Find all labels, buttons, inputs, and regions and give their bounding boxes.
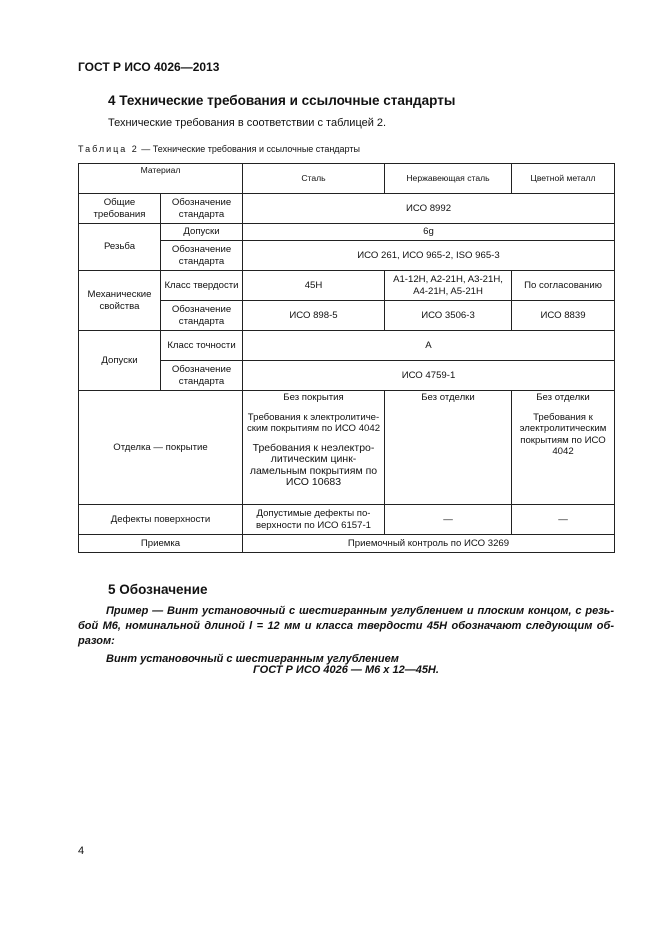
document-header: ГОСТ Р ИСО 4026—2013: [78, 60, 220, 74]
mechanical-label: Механические свойства: [79, 271, 161, 331]
thread-std-sub: Обозначение стандарта: [161, 241, 243, 271]
finish-steel-3: Требования к неэлектро-литическим цинк-ламельным покрытиям по ИСО 10683: [249, 441, 378, 488]
thread-tol-value: 6g: [243, 224, 615, 241]
tolerances-label: Допуски: [79, 331, 161, 391]
finish-nonferrous-2: Требования к электролитическим покрытиям по ИСО 4042: [519, 411, 607, 457]
mechanical-class-sub: Класс твердости: [161, 271, 243, 301]
acceptance-label: Приемка: [79, 535, 243, 553]
defects-steel: Допустимые дефекты по-верхности по ИСО 6157-1: [243, 505, 385, 535]
defects-stainless: —: [385, 505, 512, 535]
general-sub: Обозначение стандарта: [161, 194, 243, 224]
page-number: 4: [78, 845, 85, 857]
table-caption-label: Таблица 2: [78, 144, 139, 154]
finish-stainless: Без отделки: [385, 391, 512, 505]
header-nonferrous: Цветной металл: [512, 164, 615, 194]
finish-steel: [243, 391, 385, 505]
header-steel: Сталь: [243, 164, 385, 194]
table-caption: [78, 144, 360, 154]
designation-formula: ГОСТ Р ИСО 4026 — М6 х 12—45Н.: [253, 664, 439, 676]
mechanical-std-steel: ИСО 898-5: [243, 301, 385, 331]
header-material: Материал: [79, 164, 243, 194]
finish-nonferrous-1: Без отделки: [536, 392, 590, 403]
tolerances-class-value: A: [243, 331, 615, 361]
designation-example: [78, 604, 614, 667]
mechanical-std-sub: Обозначение стандарта: [161, 301, 243, 331]
example-paragraph: Пример — Винт установочный с шестигранным углублением и плоским концом, с резь-бой М6, номинальной длиной l = 12 мм и класса твердости 45Н обозначают следующим об-разом:: [78, 605, 614, 647]
defects-nonferrous: —: [512, 505, 615, 535]
mechanical-class-stainless: A1-12H, A2-21H, A3-21H, A4-21H, A5-21H: [385, 271, 512, 301]
header-stainless: Нержавеющая сталь: [385, 164, 512, 194]
section-4-intro: Технические требования в соответствии с таблицей 2.: [108, 117, 387, 129]
example-line-2: Винт установочный с шестигранным углублением: [106, 653, 399, 665]
mechanical-class-steel: 45H: [243, 271, 385, 301]
mechanical-class-nonferrous: По согласованию: [512, 271, 615, 301]
general-label: Общие требования: [79, 194, 161, 224]
thread-label: Резьба: [79, 224, 161, 271]
acceptance-value: Приемочный контроль по ИСО 3269: [243, 535, 615, 553]
mechanical-std-stainless: ИСО 3506-3: [385, 301, 512, 331]
finish-steel-2: Требования к электролитиче-ским покрытиям по ИСО 4042: [246, 411, 381, 434]
mechanical-std-nonferrous: ИСО 8839: [512, 301, 615, 331]
table-caption-text: — Технические требования и ссылочные стандарты: [138, 144, 360, 154]
section-4-title: 4 Технические требования и ссылочные стандарты: [108, 93, 456, 108]
defects-label: Дефекты поверхности: [79, 505, 243, 535]
finish-label: Отделка — покрытие: [79, 391, 243, 505]
tolerances-std-value: ИСО 4759-1: [243, 361, 615, 391]
tolerances-class-sub: Класс точности: [161, 331, 243, 361]
finish-nonferrous: [512, 391, 615, 505]
finish-steel-1: Без покрытия: [283, 392, 344, 403]
general-value: ИСО 8992: [243, 194, 615, 224]
thread-std-value: ИСО 261, ИСО 965-2, ISO 965-3: [243, 241, 615, 271]
tolerances-std-sub: Обозначение стандарта: [161, 361, 243, 391]
requirements-table: [78, 163, 615, 553]
thread-tol-sub: Допуски: [161, 224, 243, 241]
section-5-title: 5 Обозначение: [108, 582, 208, 597]
